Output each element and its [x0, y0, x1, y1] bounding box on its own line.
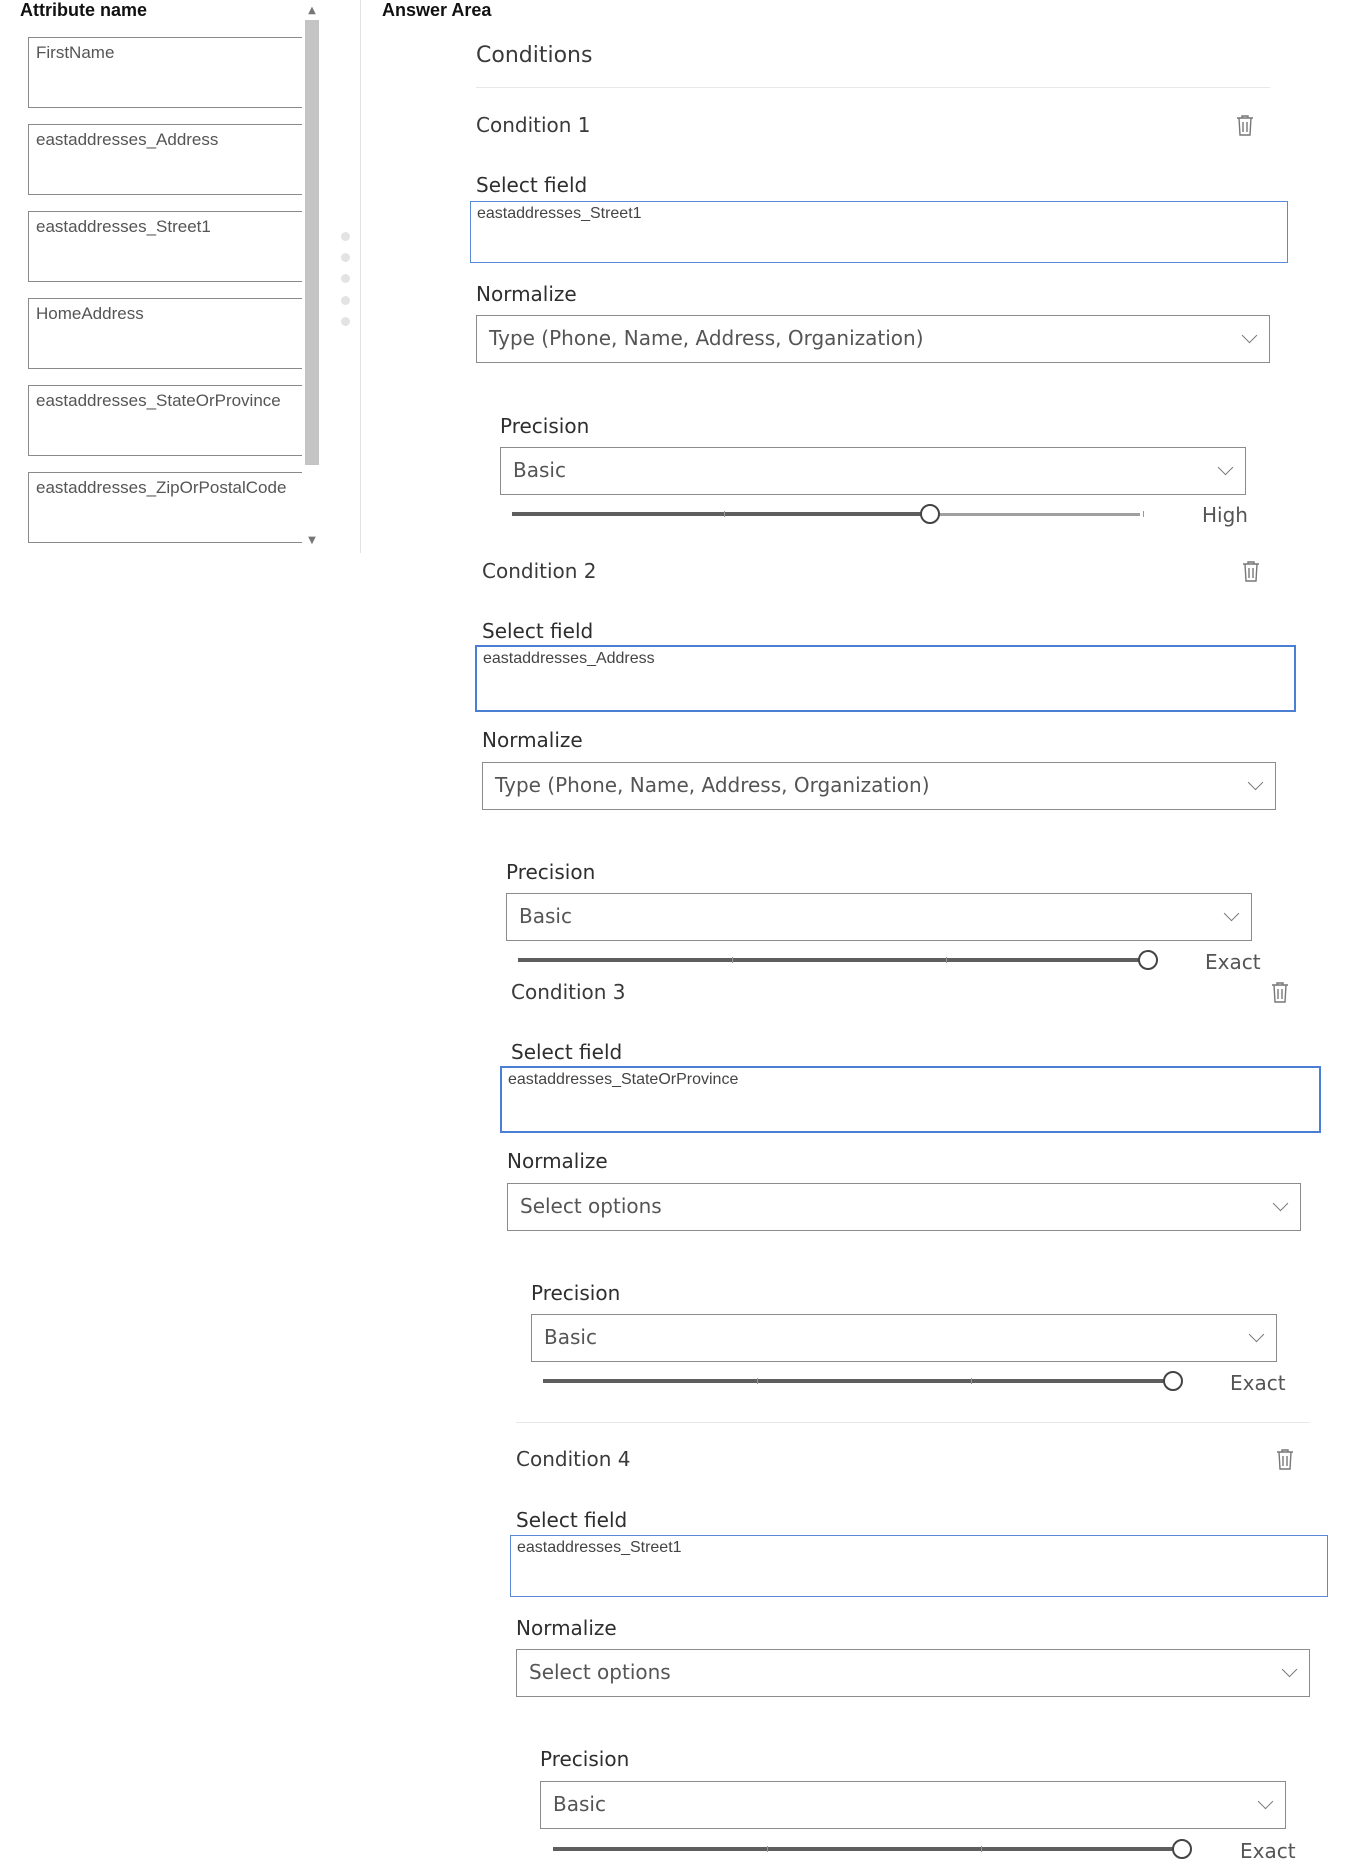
- condition-2-select-field[interactable]: eastaddresses_Address: [475, 645, 1296, 712]
- slider-thumb[interactable]: [920, 504, 940, 524]
- normalize-value: Type (Phone, Name, Address, Organization): [495, 773, 930, 797]
- condition-2-normalize-dropdown[interactable]: [482, 762, 1276, 810]
- attribute-item-eastaddresses-ziporpostalcode[interactable]: eastaddresses_ZipOrPostalCode: [28, 472, 302, 543]
- chevron-down-icon: [1282, 1662, 1298, 1678]
- condition-3-precision-dropdown[interactable]: [531, 1314, 1277, 1362]
- slider-thumb[interactable]: [1138, 950, 1158, 970]
- chevron-down-icon: [1218, 460, 1234, 476]
- select-field-label: Select field: [476, 173, 588, 197]
- precision-label: Precision: [531, 1281, 621, 1305]
- normalize-label: Normalize: [516, 1616, 617, 1640]
- normalize-value: Type (Phone, Name, Address, Organization): [489, 326, 924, 350]
- conditions-title: Conditions: [476, 43, 593, 68]
- condition-divider: [516, 1422, 1310, 1423]
- condition-4-precision-dropdown[interactable]: [540, 1781, 1286, 1829]
- normalize-label: Normalize: [482, 728, 583, 752]
- chevron-down-icon: [1224, 906, 1240, 922]
- trash-icon[interactable]: [1271, 981, 1289, 1003]
- normalize-label: Normalize: [476, 282, 577, 306]
- trash-icon[interactable]: [1242, 560, 1260, 582]
- normalize-value: Select options: [520, 1194, 662, 1218]
- condition-3-title: Condition 3: [511, 980, 626, 1004]
- attribute-item-eastaddresses-street1[interactable]: eastaddresses_Street1: [28, 211, 302, 282]
- slider-end-label: Exact: [1205, 950, 1261, 974]
- attribute-item-firstname[interactable]: FirstName: [28, 37, 302, 108]
- slider-end-label: Exact: [1240, 1839, 1296, 1863]
- normalize-label: Normalize: [507, 1149, 608, 1173]
- attribute-item-eastaddresses-stateorprovince[interactable]: eastaddresses_StateOrProvince: [28, 385, 302, 456]
- select-field-label: Select field: [482, 619, 594, 643]
- precision-value: Basic: [544, 1325, 597, 1349]
- attribute-item-eastaddresses-address[interactable]: eastaddresses_Address: [28, 124, 302, 195]
- scroll-up-arrow-icon[interactable]: ▲: [308, 5, 316, 16]
- panel-divider: [360, 0, 361, 553]
- attribute-item-homeaddress[interactable]: HomeAddress: [28, 298, 302, 369]
- precision-label: Precision: [540, 1747, 630, 1771]
- slider-thumb[interactable]: [1172, 1839, 1192, 1859]
- precision-value: Basic: [513, 458, 566, 482]
- attribute-name-header: Attribute name: [20, 0, 148, 20]
- condition-1-precision-dropdown[interactable]: [500, 447, 1246, 495]
- slider-thumb[interactable]: [1163, 1371, 1183, 1391]
- precision-value: Basic: [519, 904, 572, 928]
- condition-4-select-field[interactable]: eastaddresses_Street1: [510, 1535, 1328, 1597]
- precision-value: Basic: [553, 1792, 606, 1816]
- condition-3-select-field[interactable]: eastaddresses_StateOrProvince: [500, 1066, 1321, 1133]
- chevron-down-icon: [1249, 1327, 1265, 1343]
- trash-icon[interactable]: [1276, 1448, 1294, 1470]
- precision-label: Precision: [500, 414, 590, 438]
- condition-3-normalize-dropdown[interactable]: [507, 1183, 1301, 1231]
- answer-area-header: Answer Area: [382, 0, 492, 20]
- condition-2-title: Condition 2: [482, 559, 597, 583]
- normalize-value: Select options: [529, 1660, 671, 1684]
- chevron-down-icon: [1273, 1196, 1289, 1212]
- select-field-label: Select field: [511, 1040, 623, 1064]
- slider-end-label: High: [1202, 503, 1248, 527]
- condition-1-normalize-dropdown[interactable]: [476, 315, 1270, 363]
- slider-end-label: Exact: [1230, 1371, 1286, 1395]
- condition-1-select-field[interactable]: eastaddresses_Street1: [470, 201, 1288, 263]
- chevron-down-icon: [1242, 328, 1258, 344]
- condition-1-title: Condition 1: [476, 113, 591, 137]
- precision-label: Precision: [506, 860, 596, 884]
- select-field-label: Select field: [516, 1508, 628, 1532]
- chevron-down-icon: [1258, 1794, 1274, 1810]
- condition-4-normalize-dropdown[interactable]: [516, 1649, 1310, 1697]
- conditions-divider: [476, 87, 1270, 88]
- attribute-list-scrollbar[interactable]: [305, 20, 319, 465]
- chevron-down-icon: [1248, 775, 1264, 791]
- scroll-down-arrow-icon[interactable]: ▼: [308, 535, 316, 546]
- trash-icon[interactable]: [1236, 114, 1254, 136]
- condition-2-precision-dropdown[interactable]: [506, 893, 1252, 941]
- condition-4-title: Condition 4: [516, 1447, 631, 1471]
